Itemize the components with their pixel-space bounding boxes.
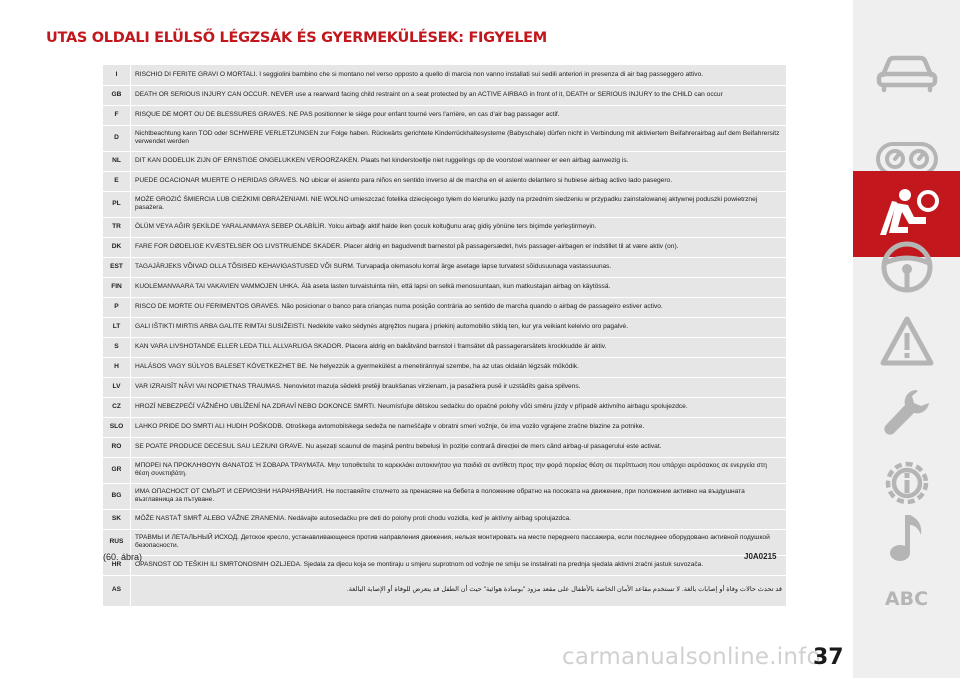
warning-text: DIT KAN DODELIJK ZIJN OF ERNSTIGE ONGELUKKEN VEROORZAKEN. Plaats het kinderstoeltje niet ruggelings op de voorstoel wanneer er een airbag aanwezig is. [131, 151, 787, 171]
warning-row [103, 357, 786, 377]
warning-text: KUOLEMANVAARA TAI VAKAVIEN VAMMOJEN UHKA. Älä aseta lasten turvaistuinta niin, että lapsi on selkä menosuuntaan, kun matkustajan airbag on käytössä. [131, 277, 787, 297]
warning-row [103, 437, 786, 457]
warning-text: RISQUE DE MORT OU DE BLESSURES GRAVES. NE PAS positionner le siège pour enfant tourné vers l'arrière, en cas d'air bag passager actif. [131, 105, 787, 125]
warning-text: ÖLÜM VEYA AĞIR ŞEKİLDE YARALANMAYA SEBEP OLABİLİR. Yolcu airbağı aktif halde iken çocuk koltuğunu araç gidiş yönüne ters biçimde yerleştirmeyin. [131, 217, 787, 237]
warning-text: LAHKO PRIDE DO SMRTI ALI HUDIH POŠKODB. Otroškega avtomobilskega sedeža ne nameščajte v obratni smeri vožnje, če ima vozilo vgrajene zračne blazine za potnike. [131, 417, 787, 437]
language-code: RO [103, 437, 131, 457]
language-code: AS [103, 575, 131, 606]
language-code: TR [103, 217, 131, 237]
language-code: EST [103, 257, 131, 277]
language-code: I [103, 65, 131, 85]
warning-row [103, 85, 786, 105]
language-code: LV [103, 377, 131, 397]
language-code: SLO [103, 417, 131, 437]
warning-row [103, 237, 786, 257]
figure-caption: (60. ábra) [103, 552, 143, 562]
warning-row [103, 277, 786, 297]
warning-row [103, 217, 786, 237]
warning-row [103, 125, 786, 151]
language-code: GB [103, 85, 131, 105]
warning-text: Nichtbeachtung kann TOD oder SCHWERE VERLETZUNGEN zur Folge haben. Rückwärts gerichtete Kinderrückhaltesysteme (Babyschale) dürfen nicht in Verbindung mit aktiviertem Beifahrerairbag auf dem Beifahrersitz verwendet werden [131, 125, 787, 151]
warning-row [103, 483, 786, 509]
warning-row [103, 257, 786, 277]
steering-wheel-icon [879, 239, 935, 295]
warning-row [103, 377, 786, 397]
warning-text: PUEDE OCACIONAR MUERTE O HERIDAS GRAVES. NO ubicar el asiento para niños en sentido inverso al de marcha en el asiento delantero si hubiese airbag activo lado pasegero. [131, 171, 787, 191]
watermark: carmanualsonline.info [562, 644, 821, 670]
warning-text: قد تحدث حالات وفاة أو إصابات بالغة. لا تستخدم مقاعد الأمان الخاصة بالأطفال على مقعد مزود "بوسادة هوائية" حيث أن الطفل قد يتعرض للوفاة أو الإصابة البالغة. [131, 575, 787, 606]
warning-row [103, 297, 786, 317]
language-code: S [103, 337, 131, 357]
warning-text: TAGAJÄRJEKS VÕIVAD OLLA TÕSISED KEHAVIGASTUSED VÕI SURM. Turvapadja olemasolu korral ärge asetage lapse turvatest sõidusuunaga vastassuunas. [131, 257, 787, 277]
language-code: CZ [103, 397, 131, 417]
language-code: E [103, 171, 131, 191]
language-code: DK [103, 237, 131, 257]
chapter-sidebar [853, 0, 960, 678]
warning-row [103, 191, 786, 217]
language-code: FIN [103, 277, 131, 297]
wrench-icon [880, 385, 934, 439]
warning-row [103, 151, 786, 171]
language-code: LT [103, 317, 131, 337]
figure-id: J0A0215 [744, 552, 777, 561]
warning-text: DEATH OR SERIOUS INJURY CAN OCCUR. NEVER use a rearward facing child restraint on a seat protected by an ACTIVE AIRBAG in front of it, DEATH or SERIOUS INJURY to the CHILD can occur [131, 85, 787, 105]
sidebar-item-index[interactable] [853, 556, 960, 642]
warning-text: OPASNOST OD TEŠKIH ILI SMRTONOSNIH OZLJEDA. Sjedala za djecu koja se montiraju u smjeru suprotnom od vožnje ne smiju se instalirati na prednja sjedala aktivni zračni jastuk suvozača. [131, 555, 787, 575]
warning-row [103, 509, 786, 529]
warning-text: GALI IŠTIKTI MIRTIS ARBA GALITE RIMTAI SUSIŽEISTI. Nedėkite vaiko sėdynės atgręžtos nugara į priekinį automobilio stiklą ten, kur yra veikiant keleivio oro pagalvė. [131, 317, 787, 337]
warning-row [103, 397, 786, 417]
language-code: RUS [103, 529, 131, 555]
language-code: D [103, 125, 131, 151]
warning-text: HROZÍ NEBEZPEČÍ VÁŽNÉHO UBLÍŽENÍ NA ZDRAVÍ NEBO DOKONCE SMRTI. Neumísťujte dětskou sedačku do opačné polohy vůči směru jízdy v případě aktivního airbagu spolujezdce. [131, 397, 787, 417]
warning-text: MOŻE GROZIĆ ŚMIERCIA LUB CIEŻKIMI OBRAŻENIAMI. NIE WOLNO umieszczać fotelika dziecięcego tyłem do kierunku jazdy na przednim siedzeniu w przypadku zainstalowanej aktywnej poduszki powietrznej pasażera. [131, 191, 787, 217]
warning-text: ΜΠΟΡΕΙ ΝΑ ΠΡΟΚΛΗΘΟΥΝ ΘΑΝΑΤΟΣ Ή ΣΟΒΑΡΑ ΤΡΑΥΜΑΤΑ. Μην τοποθετείτε το καρεκλάκι αυτοκινήτου για παιδιά σε αντίθετη προς την φορά πορείας θέση σε περίπτωση που υπάρχει αερόσακος σε ενεργεία στη θέση συνεπιβάτη. [131, 457, 787, 483]
warning-triangle-icon [879, 315, 935, 367]
warning-text: SE POATE PRODUCE DECESUL SAU LEZIUNI GRAVE. Nu așezați scaunul de mașină pentru bebeluși în poziție contrară direcției de mers când airbag-ul pasagerului este activat. [131, 437, 787, 457]
language-code: H [103, 357, 131, 377]
language-code: SK [103, 509, 131, 529]
warning-text: KAN VARA LIVSHOTANDE ELLER LEDA TILL ALLVARLIGA SKADOR. Placera aldrig en bakåtvänd barnstol i framsätet då passagerarsätets krockkudde är aktiv. [131, 337, 787, 357]
warning-row [103, 105, 786, 125]
warning-row [103, 575, 786, 606]
warning-row [103, 337, 786, 357]
car-icon [875, 53, 939, 93]
warning-text: VAR IZRAISĪT NĀVI VAI NOPIETNAS TRAUMAS. Nenovietot mazuļa sēdekli pretēji braukšanas virzienam, ja pasažiera pusē ir uzstādīts gaisa spilvens. [131, 377, 787, 397]
index-abc-label: ABC [884, 588, 929, 610]
language-code: P [103, 297, 131, 317]
warning-row [103, 417, 786, 437]
language-code: GR [103, 457, 131, 483]
page-number: 37 [813, 645, 844, 670]
page-title: UTAS OLDALI ELÜLSŐ LÉGZSÁK ÉS GYERMEKÜLÉSEK: FIGYELEM [46, 30, 547, 46]
warning-row [103, 317, 786, 337]
warning-row [103, 171, 786, 191]
language-code: PL [103, 191, 131, 217]
sidebar-item-car[interactable] [853, 30, 960, 116]
warning-text: FARE FOR DØDELIGE KVÆSTELSER OG LIVSTRUENDE SKADER. Placer aldrig en bagudvendt barnestol på passagersædet, hvis passager-airbagen er indstillet til at være aktiv (on). [131, 237, 787, 257]
language-code: BG [103, 483, 131, 509]
warning-text: RISCHIO DI FERITE GRAVI O MORTALI. I seggiolini bambino che si montano nel verso opposto a quello di marcia non vanno installati sui sedili anteriori in presenza di air bag passeggero attivo. [131, 65, 787, 85]
warning-text: HALÁSOS VAGY SÚLYOS BALESET KÖVETKEZHET BE. Ne helyezzük a gyermekülést a menetiránnyal szembe, ha az utas oldalán légzsák működik. [131, 357, 787, 377]
warning-text: ТРАВМЫ И ЛЕТАЛЬНЫЙ ИСХОД. Детское кресло, устанавливающееся против направления движения, нельзя монтировать на месте переднего пассажира, если последнее оборудовано активной подушкой безопасности. [131, 529, 787, 555]
warning-row [103, 457, 786, 483]
language-code: HR [103, 555, 131, 575]
warning-row [103, 529, 786, 555]
airbag-warning-table [103, 65, 786, 607]
warning-text: ИМА ОПАСНОСТ ОТ СМЪРТ И СЕРИОЗНИ НАРАНЯВАНИЯ. Не поставяйте столчето за пренасяне на бебета в положение обратно на посоката на движение, при положение активно на въздушната възглавница за пътуване. [131, 483, 787, 509]
warning-text: RISCO DE MORTE OU FERIMENTOS GRAVES. Não posicionar o banco para crianças numa posição contrária ao sentido de marcha quando o airbag de passageiro estiver activo. [131, 297, 787, 317]
warning-row [103, 555, 786, 575]
language-code: NL [103, 151, 131, 171]
language-code: F [103, 105, 131, 125]
warning-text: MÔŽE NASTAŤ SMRŤ ALEBO VÁŽNE ZRANENIA. Nedávajte autosedačku pre deti do polohy proti chodu vozidla, keď je aktívny airbag spolujazdca. [131, 509, 787, 529]
warning-row [103, 65, 786, 85]
